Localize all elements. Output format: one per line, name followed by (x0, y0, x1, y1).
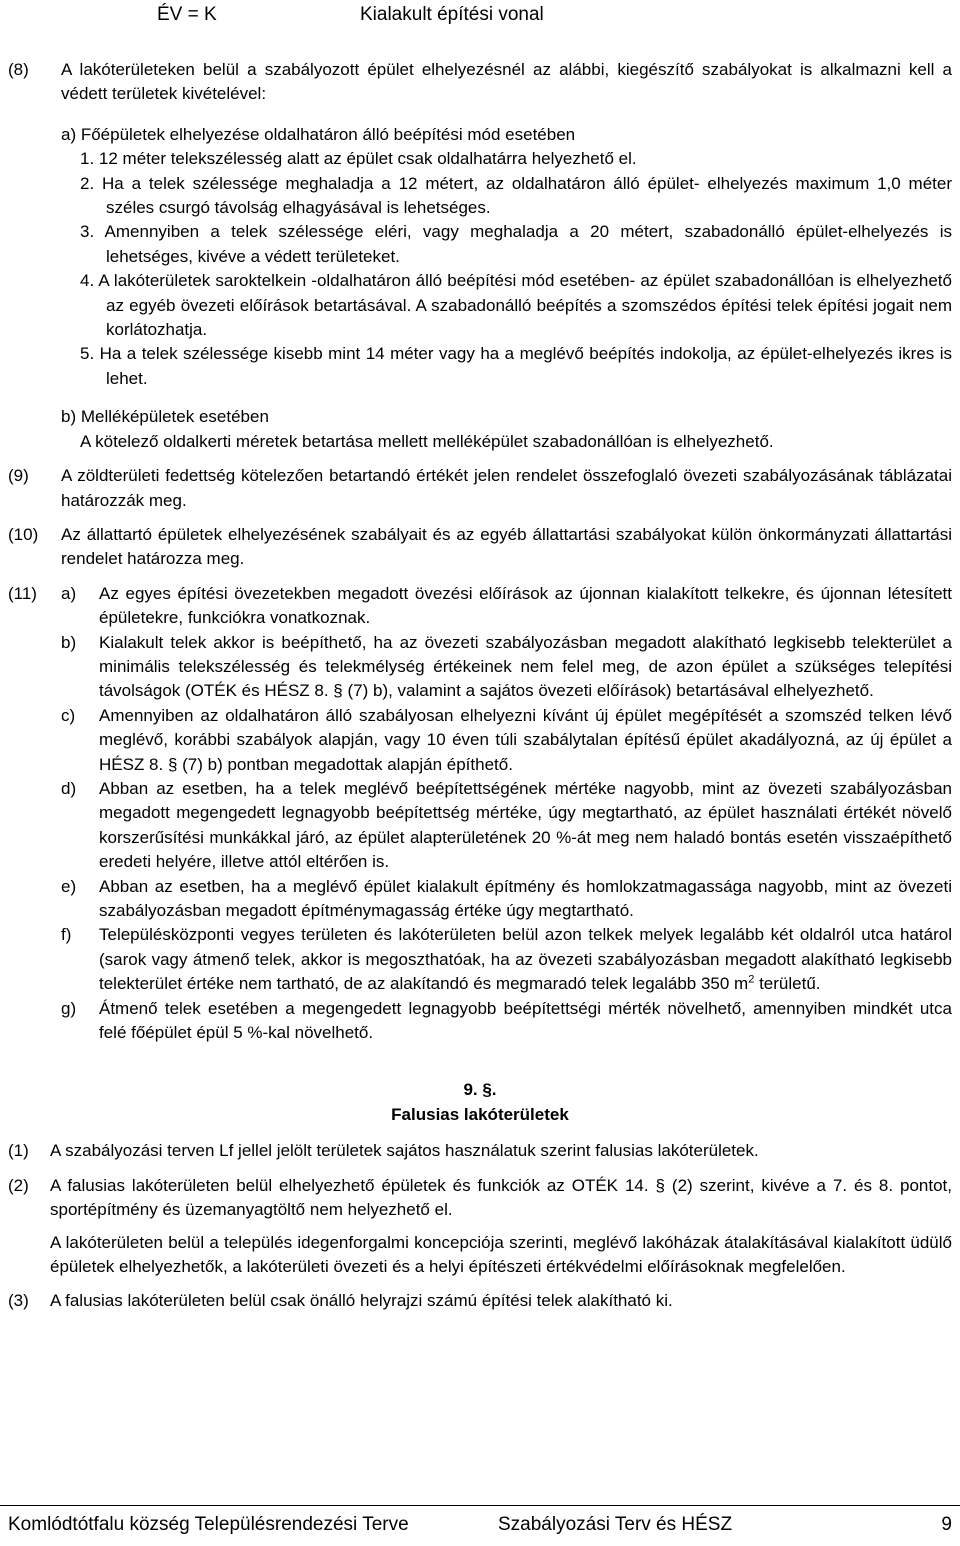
paragraph-text: A falusias lakóterületen belül elhelyezhető épületek és funkciók az OTÉK 14. § (2) szerint, kivéve a 7. és 8. pontot, sportépítmény és üzemanyagtöltő nem helyezhető el. (50, 1175, 952, 1220)
paragraph-11 (0, 582, 960, 631)
paragraph-number: (10) (8, 524, 39, 544)
section-paragraph-3 (0, 1289, 960, 1313)
item-text: Átmenő telek esetében a megengedett legnagyobb beépítettségi mérték növelhető, amennyiben mindkét utca felé főépület épül 5 %-kal növelhető. (99, 998, 952, 1043)
section-paragraph-1 (0, 1139, 960, 1163)
paragraph-number: (9) (8, 466, 29, 486)
section-title: Falusias lakóterületek (391, 1105, 569, 1125)
paragraph-text: A lakóterületeken belül a szabályozott épület elhelyezésnél az alábbi, kiegészítő szabályokat is alkalmazni kell a védett területek kivételével: (61, 60, 952, 104)
page-number: 9 (941, 1514, 952, 1535)
paragraph-8 (0, 58, 960, 107)
list-item (0, 875, 960, 924)
list-item (0, 923, 960, 996)
paragraph-number: (8) (8, 60, 29, 79)
list-item: 1. 12 méter telekszélesség alatt az épület csak oldalhatárra helyezhető el. (80, 149, 637, 169)
list-item: 5. Ha a telek szélessége kisebb mint 14 méter vagy ha a meglévő beépítés indokolja, az épület-elhelyezés ikres is lehet. (80, 344, 952, 388)
paragraph-text: A falusias lakóterületen belül csak önálló helyrajzi számú építési telek alakítható ki. (50, 1291, 673, 1311)
paragraph-text: A szabályozási terven Lf jellel jelölt területek sajátos használatuk szerint falusias lakóterületek. (50, 1141, 759, 1161)
section-paragraph-2 (0, 1174, 960, 1223)
list-item: 2. Ha a telek szélessége meghaladja a 12 métert, az oldalhatáron álló épület- elhelyezés maximum 1,0 méter széles csurgó távolság elhagyásával is lehetséges. (80, 173, 952, 218)
sub-heading-a: a) Főépületek elhelyezése oldalhatáron álló beépítési mód esetében (61, 124, 576, 144)
list-item: 3. Amennyiben a telek szélessége eléri, vagy meghaladja a 20 métert, szabadonálló épület-elhelyezés is lehetséges, kivéve a védett területeket. (80, 222, 952, 266)
item-label: a) (61, 583, 77, 603)
item-label: b) (61, 632, 77, 652)
list-item (0, 777, 960, 875)
page-footer (0, 1505, 960, 1546)
item-text: Abban az esetben, ha a meglévő épület kialakult építmény és homlokzatmagassága nagyobb, mint az övezeti szabályozásban megadott építménymagasság értéke úgy megtartható. (99, 876, 952, 920)
item-text-main: Településközponti vegyes területen és lakóterületen belül azon telkek melyek legalább két oldalról utca határol (sarok vagy átmenő telek, akkor is megoszthatóak, ha az övezeti szabályozásban megadott alakítható legkisebb telekterület értéke nem tartható, de az alakítandó és megmaradó telek legalább 350 m (99, 925, 952, 994)
paragraph-text: A zöldterületi fedettség kötelezően betartandó értékét jelen rendelet összefoglaló övezeti szabályozásának táblázatai határozzák meg. (61, 466, 952, 510)
footer-middle: Szabályozási Terv és HÉSZ (498, 1514, 733, 1535)
item-label: d) (61, 778, 77, 798)
paragraph-9 (0, 464, 960, 513)
item-label: g) (61, 998, 77, 1018)
item-text: Amennyiben az oldalhatáron álló szabályosan elhelyezni kívánt új épület megépítését a szomszéd telken lévő meglévő, korábbi szabályok alapján, vagy 10 éven túli szabálytalan építésű épület akadályozná, az új épület a HÉSZ 8. § (7) b) pontban megadottak alapján építhető. (99, 705, 952, 774)
item-text-tail: területű. (754, 974, 821, 994)
header-left: ÉV = K (157, 4, 217, 25)
sub-text-b: A kötelező oldalkerti méretek betartása mellett melléképület szabadonállóan is elhelyezhető. (80, 431, 774, 451)
section-number: 9. §. (463, 1080, 497, 1100)
sub-heading-b: b) Melléképületek esetében (61, 407, 269, 427)
document-body (0, 58, 960, 1314)
paragraph-continuation: A lakóterületen belül a település idegenforgalmi koncepciója szerinti, meglévő lakóházak átalakításával kialakított üdülő épületek elhelyezhetők, a lakóterületi övezeti és a helyi építészeti értékvédelmi előírásoknak megfelelően. (50, 1232, 952, 1277)
list-item (0, 997, 960, 1046)
page-header (0, 0, 960, 34)
section-heading (0, 1077, 960, 1127)
item-label: c) (61, 705, 76, 725)
header-right: Kialakult építési vonal (360, 4, 544, 25)
paragraph-number: (2) (8, 1175, 29, 1195)
item-text: Abban az esetben, ha a telek meglévő beépítettségének mértéke nagyobb, mint az övezeti szabályozásban megadott megengedett legnagyobb beépítettség mértéke, úgy megtartható, az épület használati értékét növelő korszerűsítési munkákkal járó, az épület alapterületének 20 %-át meg nem haladó bontás esetén visszaépíthető eredeti helyére, illetve attól eltérően is. (99, 778, 952, 872)
superscript: 2 (748, 973, 755, 986)
paragraph-number: (1) (8, 1141, 29, 1161)
list-item (0, 631, 960, 704)
item-label: e) (61, 876, 77, 896)
paragraph-number: (3) (8, 1291, 29, 1311)
item-text: Az egyes építési övezetekben megadott övezési előírások az újonnan kialakított telkekre, és újonnan létesített épületekre, funkciókra vonatkoznak. (99, 583, 952, 628)
paragraph-text: Az állattartó épületek elhelyezésének szabályait és az egyéb állattartási szabályokat külön önkormányzati állattartási rendelet határozza meg. (61, 524, 952, 569)
list-item: 4. A lakóterületek saroktelkein -oldalhatáron álló beépítési mód esetében- az épület szabadonállóan is elhelyezhető az egyéb övezeti előírások betartásával. A szabadonálló beépítés a szomszédos építési telek építési jogait nem korlátozhatja. (80, 271, 952, 340)
item-text (99, 923, 952, 996)
paragraph-10 (0, 523, 960, 572)
footer-left: Komlódtótfalu község Településrendezési Terve (8, 1514, 409, 1535)
paragraph-number: (11) (8, 583, 37, 603)
item-text: Kialakult telek akkor is beépíthető, ha az övezeti szabályozásban megadott alakítható legkisebb telekterület a minimális telekszélesség és telekmélység értékeinek nem felel meg, de azon épület a szükséges telepítési távolságok (OTÉK és HÉSZ 8. § (7) b), valamint a sajátos övezeti előírások) betartásával elhelyezhető. (99, 632, 952, 701)
item-label: f) (61, 925, 72, 945)
list-item (0, 704, 960, 777)
